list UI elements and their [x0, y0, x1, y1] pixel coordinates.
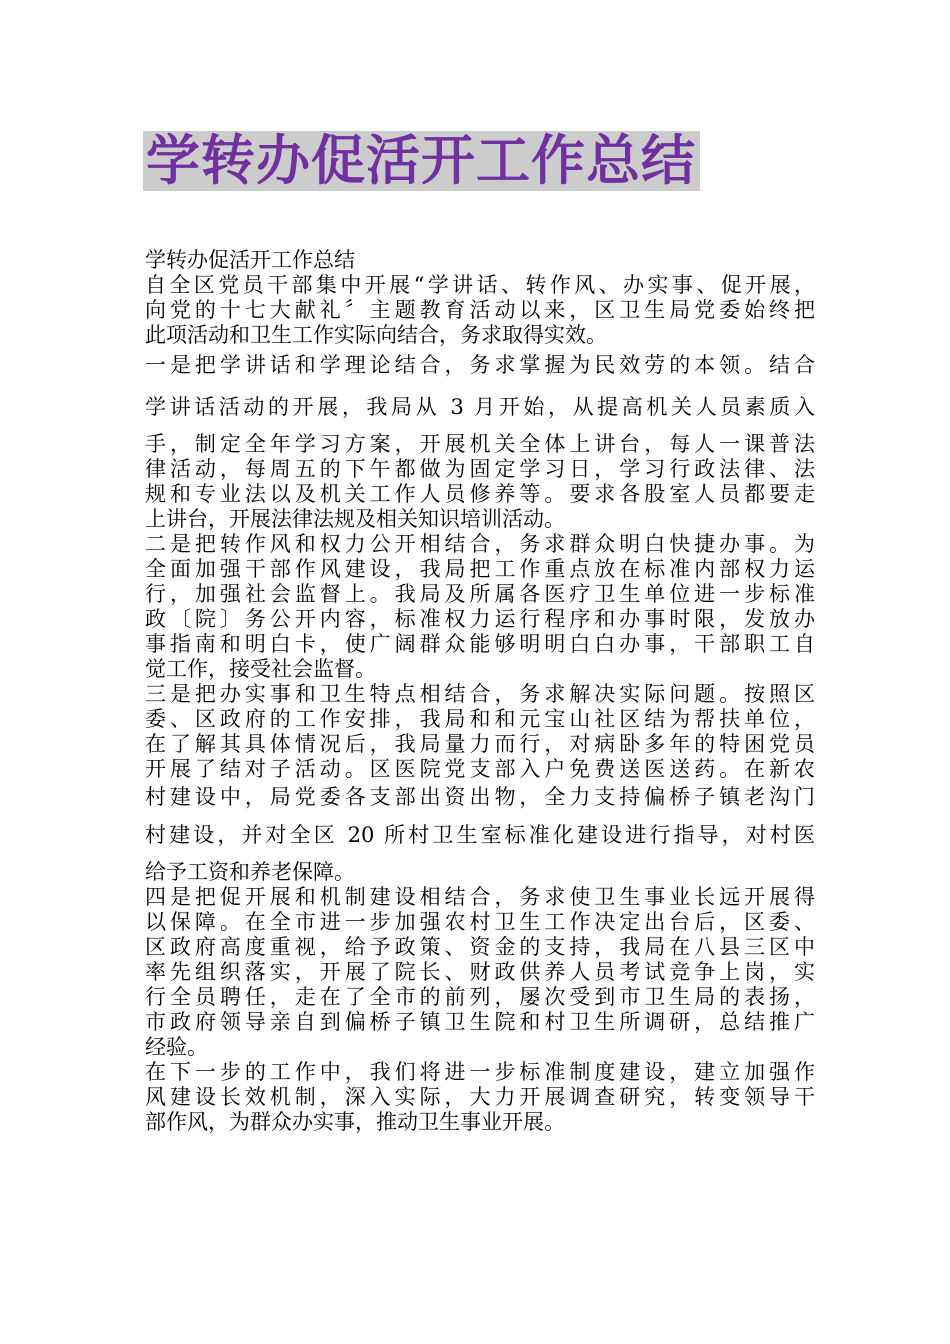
text-line: 二是把转作风和权力公开相结合，务求群众明白快捷办事。为 — [145, 532, 815, 556]
text-line: 自全区党员干部集中开展“学讲话、转作风、办实事、促开展， — [145, 273, 815, 297]
text-line: 行全员聘任，走在了全市的前列，屡次受到市卫生局的表扬， — [145, 985, 815, 1009]
text-line: 区政府高度重视，给予政策、资金的支持，我局在八县三区中 — [145, 935, 815, 959]
text-line: 村建设中，局党委各支部出资出物，全力支持偏桥子镇老沟门 — [145, 785, 815, 809]
text-line: 律活动，每周五的下午都做为固定学习日，学习行政法律、法 — [145, 457, 815, 481]
text-line: 率先组织落实，开展了院长、财政供养人员考试竞争上岗，实 — [145, 960, 815, 984]
text-line: 学转办促活开工作总结 — [145, 248, 355, 272]
text-line: 部作风，为群众办实事，推动卫生事业开展。 — [145, 1110, 565, 1134]
text-line: 给予工资和养老保障。 — [145, 860, 355, 884]
text-line: 一是把学讲话和学理论结合，务求掌握为民效劳的本领。结合 — [145, 353, 815, 377]
text-line: 政〔院〕务公开内容，标准权力运行程序和办事时限，发放办 — [145, 607, 815, 631]
text-line: 村建设，并对全区 20 所村卫生室标准化建设进行指导，对村医 — [145, 823, 815, 847]
text-line: 规和专业法以及机关工作人员修养等。要求各股室人员都要走 — [145, 482, 815, 506]
document-title: 学转办促活开工作总结 — [143, 131, 700, 191]
text-line: 在下一步的工作中，我们将进一步标准制度建设，建立加强作 — [145, 1060, 815, 1084]
text-line: 开展了结对子活动。区医院党支部入户免费送医送药。在新农 — [145, 757, 815, 781]
text-line: 委、区政府的工作安排，我局和和元宝山社区结为帮扶单位， — [145, 707, 815, 731]
text-line: 在了解其具体情况后，我局量力而行，对病卧多年的特困党员 — [145, 732, 815, 756]
text-line: 三是把办实事和卫生特点相结合，务求解决实际问题。按照区 — [145, 682, 815, 706]
text-line: 此项活动和卫生工作实际向结合，务求取得实效。 — [145, 323, 607, 347]
document-body — [145, 248, 815, 1135]
text-line: 觉工作，接受社会监督。 — [145, 657, 376, 681]
text-line: 经验。 — [145, 1035, 208, 1059]
text-line: 以保障。在全市进一步加强农村卫生工作决定出台后，区委、 — [145, 910, 815, 934]
text-line: 风建设长效机制，深入实际，大力开展调查研究，转变领导干 — [145, 1085, 815, 1109]
text-line: 向党的十七大献礼〞主题教育活动以来，区卫生局党委始终把 — [145, 298, 815, 322]
text-line: 行，加强社会监督上。我局及所属各医疗卫生单位进一步标准 — [145, 582, 815, 606]
text-line: 手，制定全年学习方案，开展机关全体上讲台，每人一课普法 — [145, 432, 815, 456]
text-line: 上讲台，开展法律法规及相关知识培训活动。 — [145, 507, 565, 531]
text-line: 市政府领导亲自到偏桥子镇卫生院和村卫生所调研，总结推广 — [145, 1010, 815, 1034]
text-line: 事指南和明白卡，使广阔群众能够明明白白办事，干部职工自 — [145, 632, 815, 656]
text-line: 学讲话活动的开展，我局从 3 月开始，从提高机关人员素质入 — [145, 395, 815, 419]
text-line: 全面加强干部作风建设，我局把工作重点放在标准内部权力运 — [145, 557, 815, 581]
text-line: 四是把促开展和机制建设相结合，务求使卫生事业长远开展得 — [145, 885, 815, 909]
